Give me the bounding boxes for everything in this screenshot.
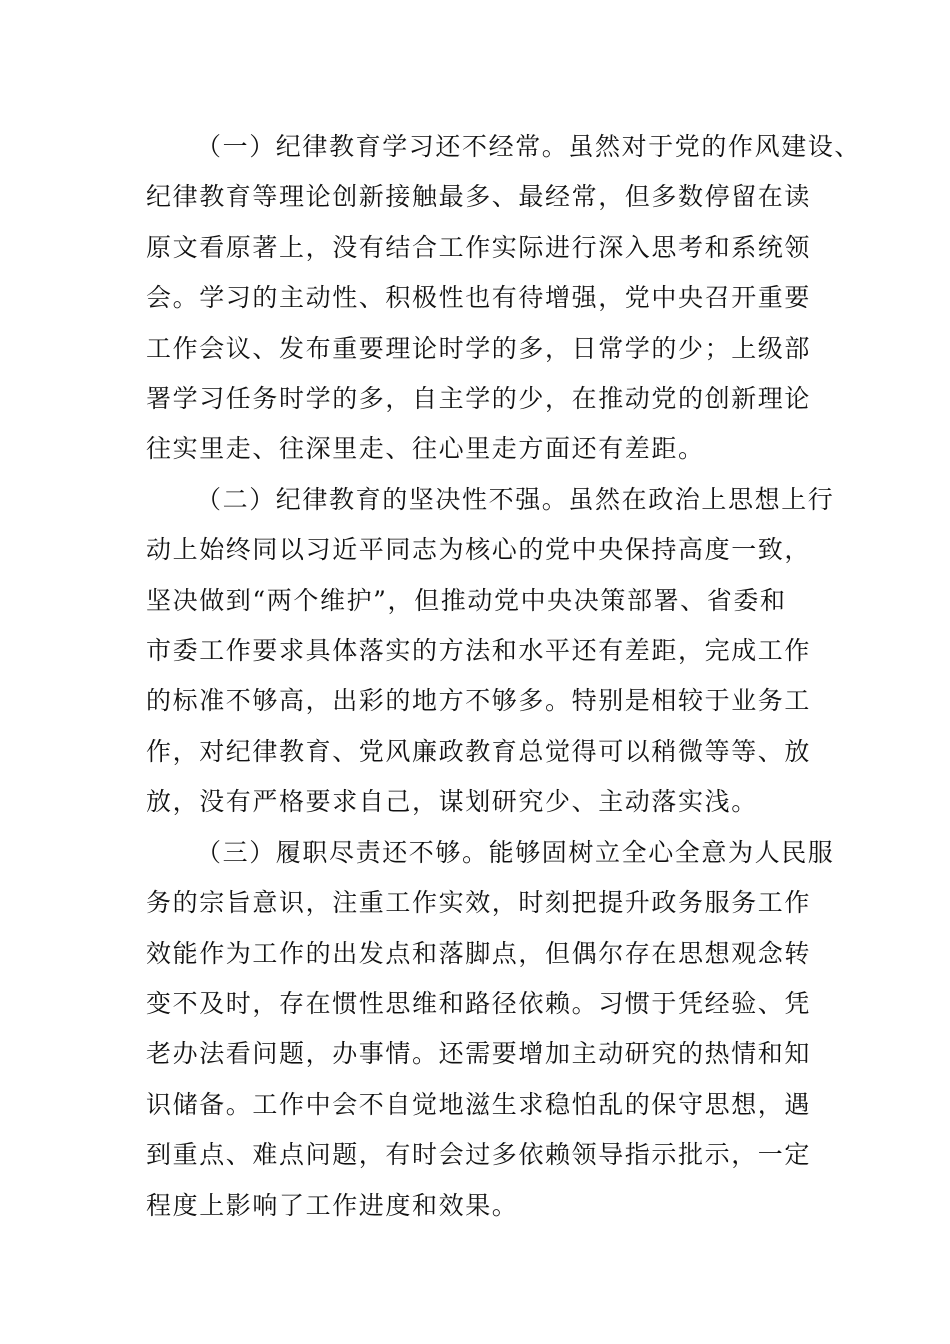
paragraph-line: 程度上影响了工作进度和效果。 [146,1190,519,1220]
paragraph-line: 市委工作要求具体落实的方法和水平还有差距，完成工作 [146,636,812,666]
paragraph-2 [146,475,835,828]
paragraph-line: 变不及时，存在惯性思维和路径依赖。习惯于凭经验、凭 [146,988,812,1018]
paragraph-line: 到重点、难点问题，有时会过多依赖领导指示批示，一定 [146,1140,812,1170]
paragraph-line: （三）履职尽责还不够。能够固树立全心全意为人民服 [196,837,835,867]
document-body [146,122,862,1231]
paragraph-line: 往实里走、往深里走、往心里走方面还有差距。 [146,434,705,464]
paragraph-line: 的标准不够高，出彩的地方不够多。特别是相较于业务工 [146,686,812,716]
paragraph-line: 老办法看问题，办事情。还需要增加主动研究的热情和知 [146,1039,812,1069]
paragraph-line: 工作会议、发布重要理论时学的多，日常学的少；上级部 [146,333,812,363]
paragraph-line: 识储备。工作中会不自觉地滋生求稳怕乱的保守思想，遇 [146,1089,812,1119]
paragraph-line: 坚决做到“两个维护”，但推动党中央决策部署、省委和 [146,585,787,615]
paragraph-line: （二）纪律教育的坚决性不强。虽然在政治上思想上行 [196,484,835,514]
paragraph-line: 作，对纪律教育、党风廉政教育总觉得可以稍微等等、放 [146,736,812,766]
paragraph-line: 务的宗旨意识，注重工作实效，时刻把提升政务服务工作 [146,888,812,918]
paragraph-line: 动上始终同以习近平同志为核心的党中央保持高度一致， [146,535,812,565]
paragraph-1 [146,122,862,475]
paragraph-line: 放，没有严格要求自己，谋划研究少、主动落实浅。 [146,787,758,817]
paragraph-line: 纪律教育等理论创新接触最多、最经常，但多数停留在读 [146,182,812,212]
paragraph-line: 效能作为工作的出发点和落脚点，但偶尔存在思想观念转 [146,938,812,968]
paragraph-line: 原文看原著上，没有结合工作实际进行深入思考和系统领 [146,232,812,262]
paragraph-line: 会。学习的主动性、积极性也有待增强，党中央召开重要 [146,283,812,313]
paragraph-line: （一）纪律教育学习还不经常。虽然对于党的作风建设、 [196,132,862,161]
paragraph-line: 署学习任务时学的多，自主学的少，在推动党的创新理论 [146,384,812,414]
paragraph-3 [146,828,835,1231]
